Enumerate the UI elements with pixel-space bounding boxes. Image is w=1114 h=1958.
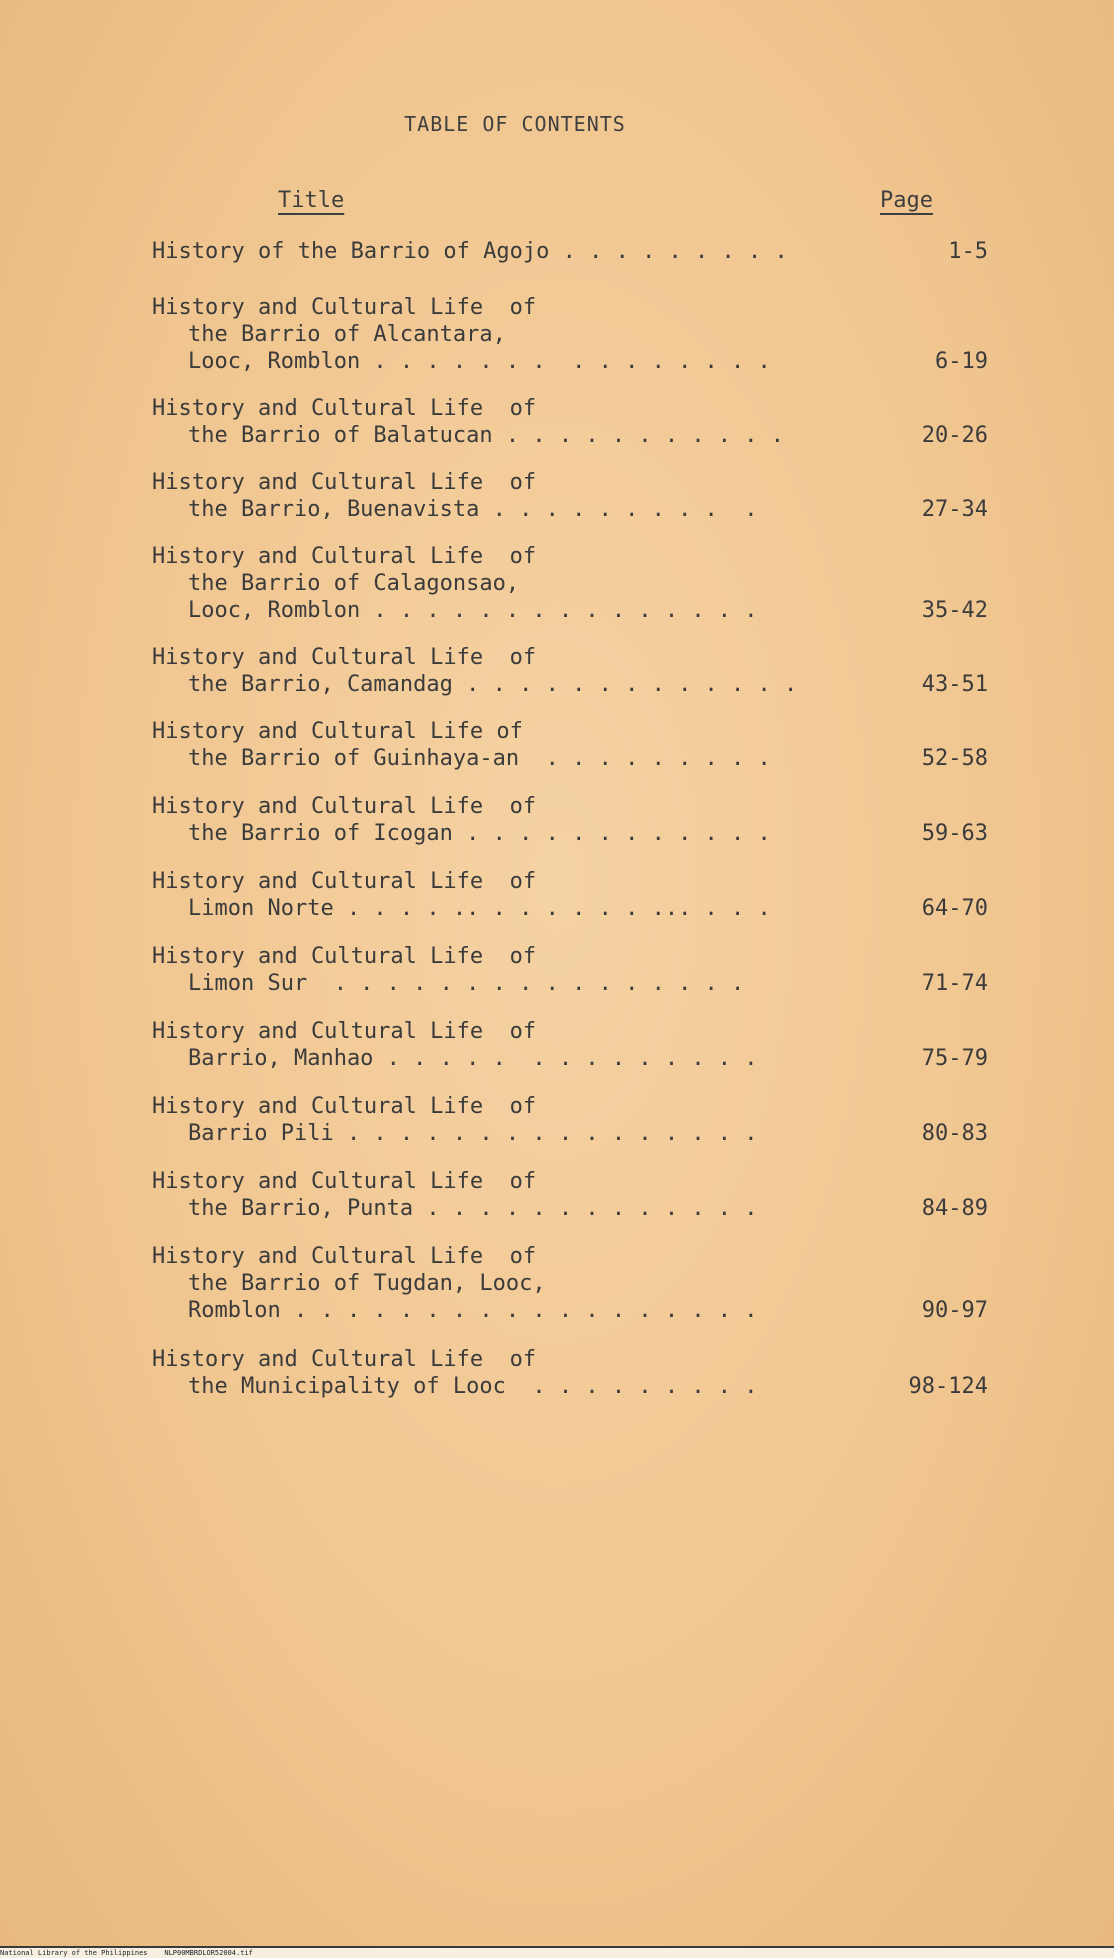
toc-entry-page: 84-89 <box>921 1196 988 1221</box>
toc-entry-page: 98-124 <box>908 1374 988 1399</box>
toc-entry-page: 1-5 <box>948 239 988 264</box>
toc-entry-line: Limon Norte . . . . .. . . . . . . ... . . . <box>188 896 771 921</box>
toc-entry <box>152 718 988 772</box>
toc-entry-line: Looc, Romblon . . . . . . . . . . . . . . . <box>188 598 758 623</box>
toc-entry-line: Looc, Romblon . . . . . . . . . . . . . . . <box>188 349 771 374</box>
toc-entry-line: Barrio, Manhao . . . . . . . . . . . . . . <box>188 1046 758 1071</box>
toc-entry-line: History and Cultural Life of <box>152 1169 537 1194</box>
toc-entry-page: 52-58 <box>921 746 988 771</box>
toc-entry-page: 71-74 <box>921 971 988 996</box>
toc-entry <box>152 1168 988 1222</box>
toc-entry-page: 59-63 <box>921 821 988 846</box>
toc-entry <box>152 943 988 997</box>
toc-entry-line: the Barrio of Tugdan, Looc, <box>188 1271 546 1296</box>
toc-entry <box>152 395 988 449</box>
toc-entry-page: 43-51 <box>921 672 988 697</box>
toc-entry <box>152 294 988 375</box>
scan-footer-caption: National Library of the Philippines NLP00MBRDLOR52004.tif <box>0 1946 1114 1958</box>
toc-entry <box>152 238 988 265</box>
toc-entry-page: 75-79 <box>921 1046 988 1071</box>
toc-entry-line: History and Cultural Life of <box>152 1094 537 1119</box>
toc-entry-line: History and Cultural Life of <box>152 944 537 969</box>
toc-entry-line: the Municipality of Looc . . . . . . . . . <box>188 1374 758 1399</box>
toc-entry <box>152 1093 988 1147</box>
toc-entry-page: 35-42 <box>921 598 988 623</box>
toc-entry <box>152 1346 988 1400</box>
toc-entry-page: 6-19 <box>935 349 988 374</box>
toc-entry-line: the Barrio, Camandag . . . . . . . . . . . . . <box>188 672 798 697</box>
toc-entry-page: 80-83 <box>921 1121 988 1146</box>
toc-entry <box>152 793 988 847</box>
toc-entry-line: History and Cultural Life of <box>152 719 523 744</box>
toc-entry <box>152 1243 988 1324</box>
toc-entry-line: Limon Sur . . . . . . . . . . . . . . . . <box>188 971 745 996</box>
toc-entry-line: History and Cultural Life of <box>152 794 537 819</box>
toc-entry <box>152 469 988 523</box>
toc-entry-line: History and Cultural Life of <box>152 295 537 320</box>
toc-entry-line: History and Cultural Life of <box>152 470 537 495</box>
toc-entry <box>152 868 988 922</box>
toc-entry-page: 20-26 <box>921 423 988 448</box>
toc-entry <box>152 644 988 698</box>
toc-entry-line: History and Cultural Life of <box>152 1019 537 1044</box>
toc-entry-line: the Barrio, Buenavista . . . . . . . . . . <box>188 497 758 522</box>
page-heading: TABLE OF CONTENTS <box>404 112 626 136</box>
toc-entry-line: History and Cultural Life of <box>152 645 537 670</box>
toc-entry <box>152 1018 988 1072</box>
toc-entry-line: History and Cultural Life of <box>152 1244 537 1269</box>
toc-entry-line: the Barrio of Guinhaya-an . . . . . . . . . <box>188 746 771 771</box>
toc-entry-page: 64-70 <box>921 896 988 921</box>
toc-entry-page: 90-97 <box>921 1298 988 1323</box>
toc-entry-line: History and Cultural Life of <box>152 396 537 421</box>
toc-entry-line: History and Cultural Life of <box>152 544 537 569</box>
toc-entry-line: Romblon . . . . . . . . . . . . . . . . . . <box>188 1298 758 1323</box>
toc-entry-line: the Barrio of Balatucan . . . . . . . . . . . <box>188 423 785 448</box>
toc-entry <box>152 543 988 624</box>
toc-entry-line: History of the Barrio of Agojo . . . . . . . . . <box>152 239 788 264</box>
toc-entry-line: Barrio Pili . . . . . . . . . . . . . . . . <box>188 1121 758 1146</box>
toc-entry-line: the Barrio of Alcantara, <box>188 322 506 347</box>
toc-entry-line: the Barrio, Punta . . . . . . . . . . . . . <box>188 1196 758 1221</box>
toc-entry-line: the Barrio of Icogan . . . . . . . . . . . . <box>188 821 771 846</box>
toc-entry-page: 27-34 <box>921 497 988 522</box>
toc-entry-line: History and Cultural Life of <box>152 869 537 894</box>
page-column-header: Page <box>880 188 933 213</box>
title-column-header: Title <box>278 188 345 213</box>
toc-entry-line: History and Cultural Life of <box>152 1347 537 1372</box>
toc-entry-line: the Barrio of Calagonsao, <box>188 571 520 596</box>
